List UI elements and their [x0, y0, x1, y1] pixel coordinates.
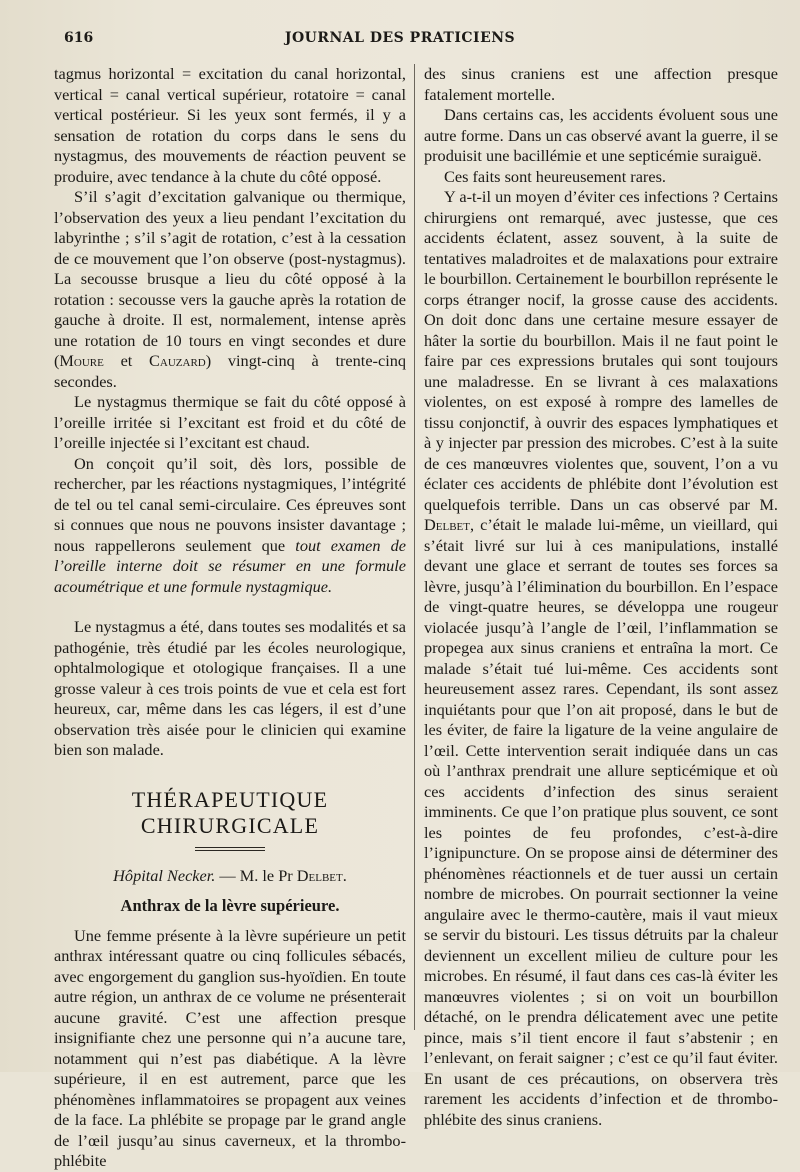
paragraph-gap — [54, 597, 406, 617]
paragraph-other-forms: Dans certains cas, les accidents évoluent sous une autre forme. Dans un cas observé avant la guerre, il se produisit une bacillémie et une septicémie suraiguë. — [424, 105, 778, 165]
byline-end: . — [342, 865, 347, 885]
column-divider — [414, 64, 415, 1030]
paragraph-prevention — [424, 187, 778, 1130]
paragraph-case: Une femme présente à la lèvre supérieure un petit anthrax intéressant quatre ou cinq follicules sébacés, avec engorgement du ganglion sus-hyoïdien. En toute autre région, un anthrax de ce volume ne présenterait aucune gravité. C’est une affection presque insignifiante chez une personne qui n’a aucune tare, notamment qui n’est pas diabétique. A la lèvre supérieure, il en est autrement, parce que les phénomènes inflammatoires se propagent aux veines de la face. La phlébite se propage par le grand angle de l’œil jusqu’au sinus caverneux, et la thrombo-phlébite — [54, 925, 406, 1170]
page-number: 616 — [64, 30, 94, 46]
paragraph-thermal: Le nystagmus thermique se fait du côté opposé à l’oreille irritée si l’excitant est froid et du côté de l’oreille injectée si l’excitant est chaud. — [54, 392, 406, 452]
text-run: , c’était le malade lui-même, un vieillard, qui s’était livré sur lui à ces manipulations, installé devant une glace et serrant de toutes ses forces sa lèvre, jusqu’à l’élimination du bourbillon. En l’espace de vingt-quatre heures, se développa une rougeur violacée jusqu’à l’angle de l’œil, l’inflammation se propegea aux sinus craniens et entraîna la mort. Ce malade s’était tué lui-même. Ces accidents sont heureusement assez rares. Cependant, ils sont assez inquiétants pour que l’on ait proposé, dans le but de les éviter, de faire la ligature de la veine angulaire de l’œil. Cette intervention serait indiquée dans un cas où l’anthrax prendrait une allure septicémique et où ces accidents d’infection des sinus seraient imminents. Ce que l’on pratique plus souvent, ce sont les pointes de feu profondes, c’est-à-dire l’ignipuncture. On se propose ainsi de déterminer des phénomènes réactionnels et de tuer aussi un certain nombre de microbes. On pourrait sectionner la veine angulaire avec le thermo-cautère, mais il vaut mieux se servir du bistouri. Les tissus détruits par la chaleur deviennent un excellent milieu de culture pour les microbes. En résumé, il faut dans ces cas-là éviter les manœuvres violentes ; si on voit un bourbillon détaché, on le prendra délicatement avec une petite pince, mais s’il tient encore il faut s’abstenir ; en l’enlevant, on ferait saigner ; c’est ce qu’il faut éviter. En usant de ces précautions, on observera très rarement les accidents d’infection et de thrombo-phlébite des sinus craniens. — [424, 515, 778, 1129]
paragraph-value: Le nystagmus a été, dans toutes ses modalités et sa pathogénie, très étudié par les écoles neurologique, ophtalmologique et otologique françaises. Il a une grosse valeur à ces trois points de vue et cela est fort heureux, car, même dans les cas légers, il est d’une observation très aisée pour le clinicien qui examine bien son malade. — [54, 617, 406, 759]
paragraph-continuation: des sinus craniens est une affection presque fatalement mortelle. — [424, 64, 778, 104]
left-column — [54, 64, 406, 1172]
text-run: Y a-t-il un moyen d’éviter ces infections ? Certains chirurgiens ont remarqué, avec justesse, que ces accidents éclatent, assez souvent, à la suite de tentatives maladroites et de malaxations pour extraire le bourbillon. Certainement le bourbillon représente le corps étranger nocif, la grosse cause des accidents. On doit donc dans une certaine mesure essayer de hâter la sortie du bourbillon. Mais il ne faut point le faire par ces expressions brutales qui sont toujours une maladresse. En se livrant à ces malaxations violentes, on est exposé à rompre des lamelles de tissu conjonctif, à ouvrir des espaces lymphatiques et à y injecter par pression des microbes. C’est à la suite de ces manœuvres violentes que, souvent, l’on a vu éclater ces accidents de phlébite dont l’évolution est quelquefois terrible. Dans un cas observé par M. — [424, 187, 779, 514]
paragraph-excitation — [54, 187, 406, 392]
author-name: Moure — [59, 351, 104, 370]
surgeon-name: Delbet — [424, 515, 470, 534]
running-title: JOURNAL DES PRATICIENS — [284, 30, 516, 46]
right-column — [424, 64, 778, 1130]
hospital-name: Hôpital Necker. — [113, 865, 216, 885]
paragraph-rare: Ces faits sont heureusement rares. — [444, 166, 666, 186]
text-run: ) vingt-cinq à trente-cinq secondes. — [54, 351, 407, 391]
byline-text: — M. le Pr — [215, 865, 297, 885]
text-run: On conçoit qu’il soit, dès lors, possible de rechercher, par les réactions nystagmiques, l’intégrité de tel ou tel canal semi-circulaire. Ces épreuves sont si connues que nous ne pouvons insister davantage ; nous rappellerons seulement que — [54, 453, 406, 555]
title-rule-divider — [195, 847, 265, 851]
professor-name: Delbet — [296, 865, 343, 885]
subheading: Anthrax de la lèvre supérieure. — [120, 895, 340, 915]
text-run: et — [103, 351, 150, 370]
paragraph-nystagmus-directions: tagmus horizontal = excitation du canal horizontal, vertical = canal vertical supérieur, rotatoire = canal vertical postérieur. Si les yeux sont fermés, il y a sensation de rotation du corps dans le sens du nystagmus, des mouvements de réaction peuvent se produire, avec tendance à la chute du côté opposé. — [54, 64, 406, 186]
paragraph-canal-integrity — [54, 454, 406, 598]
section-title: THÉRAPEUTIQUE CHIRURGICALE — [131, 786, 329, 838]
text-run: S’il s’agit d’excitation galvanique ou thermique, l’observation des yeux a lieu pendant l’excitation du labyrinthe ; s’il s’agit de rotation, c’est à la cessation de ce mouvement que l’on observe (post-nystagmus). La secousse brusque a lieu du côté opposé à la rotation : secousse vers la gauche après la rotation de gauche à droite. Il est, normalement, intense après une rotation de 10 tours en vingt secondes et dure ( — [54, 187, 406, 370]
byline — [54, 865, 406, 886]
page-header — [0, 30, 800, 52]
author-name: Cauzard — [149, 351, 206, 370]
italic-formula: tout examen de l’oreille interne doit se résumer en une formule acoumétrique et une formule nystagmique. — [54, 535, 406, 596]
